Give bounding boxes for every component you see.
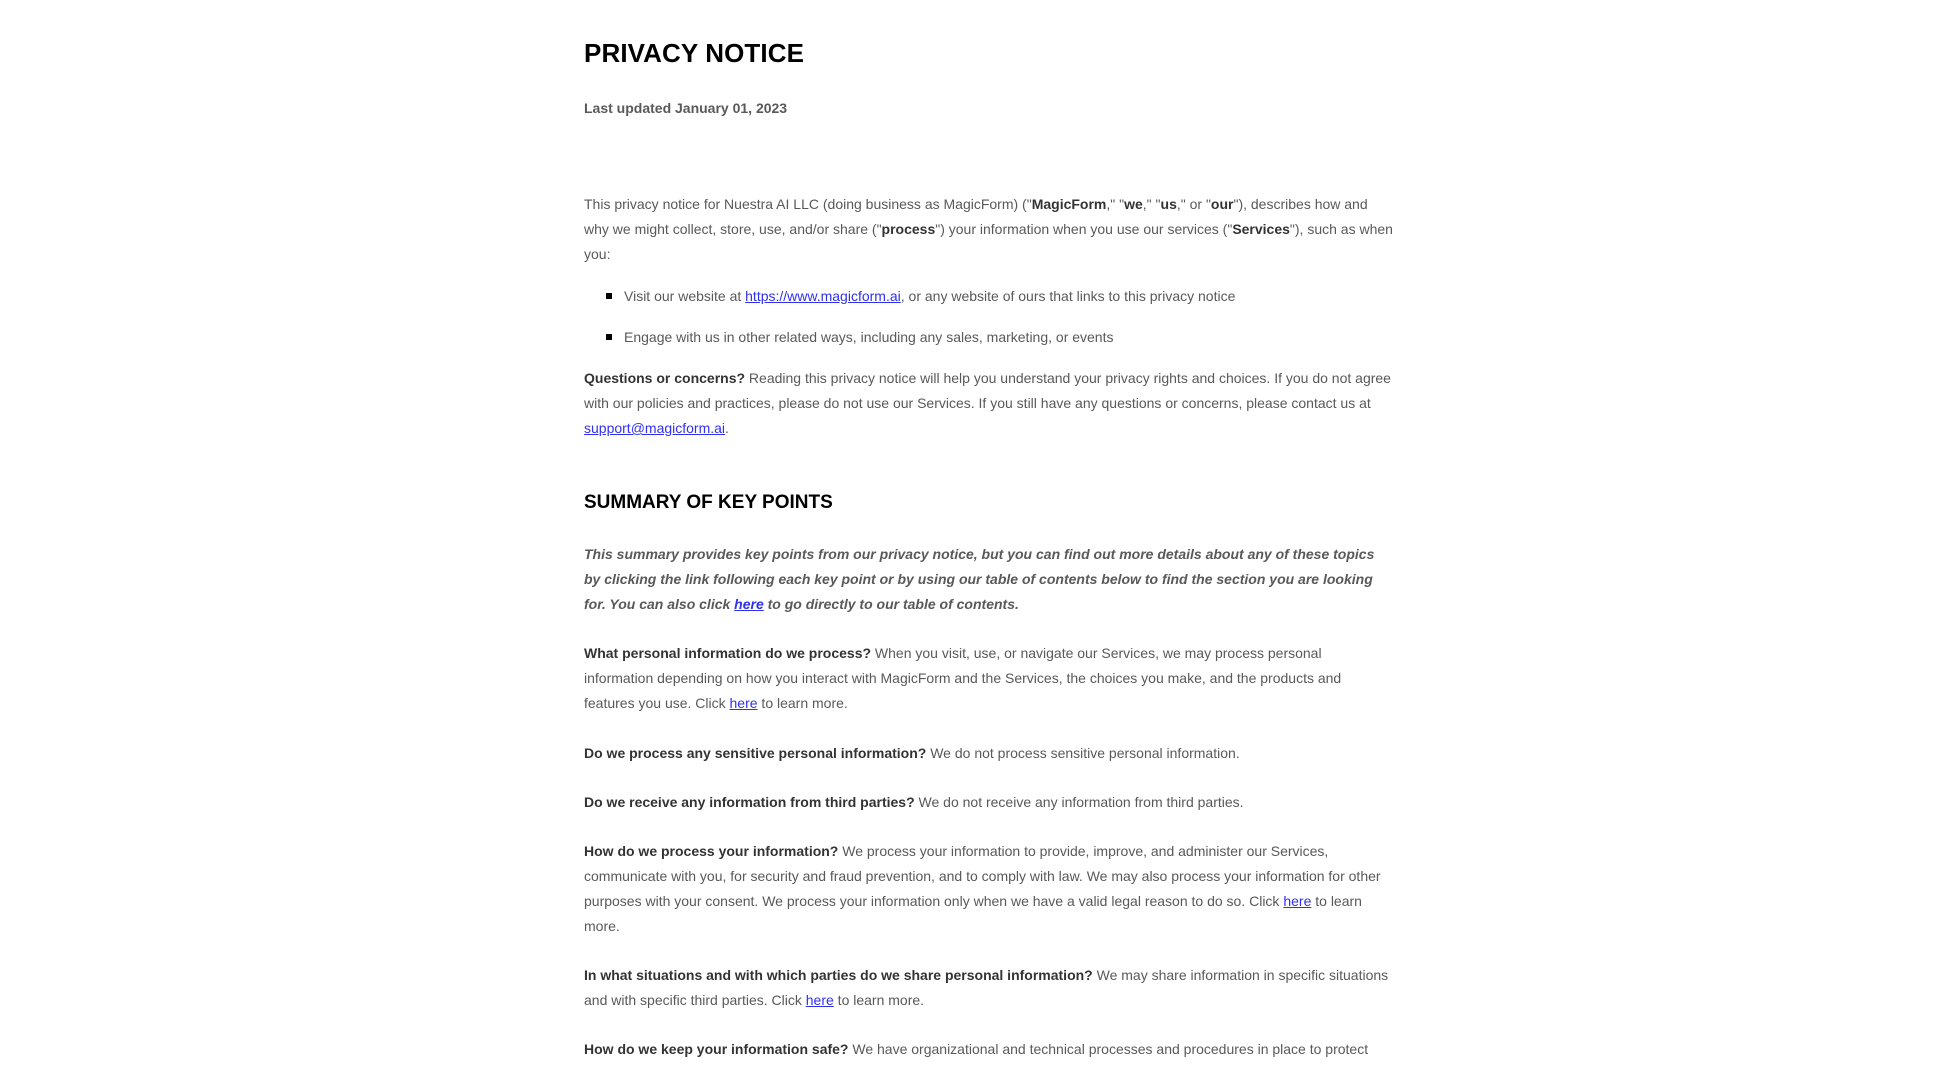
- key-point-personal: What personal information do we process? When you visit, use, or navigate our Services, we may process personal information depending on how you interact with MagicForm and the Services, the choices you make, and the products and features you use. Click here to learn more.: [584, 645, 1342, 711]
- intro-text: ," ": [1106, 196, 1125, 212]
- intro-term-magicform: MagicForm: [1031, 196, 1107, 212]
- key-point-third-parties: Do we receive any information from third parties? We do not receive any information from third parties.: [584, 794, 1244, 810]
- key-point-sensitive: Do we process any sensitive personal information? We do not process sensitive personal information.: [584, 745, 1240, 761]
- intro-term-services: Services: [1232, 221, 1290, 237]
- intro-text: This privacy notice for Nuestra AI LLC (doing business as MagicForm) (": [584, 196, 1032, 212]
- key-point-process: How do we process your information? We process your information to provide, improve, and administer our Services, communicate with you, for security and fraud prevention, and to comply with law. We may also process your information for other purposes with your consent. We process your information only when we have a valid legal reason to do so. Click here to learn more.: [584, 843, 1381, 934]
- intro-text: "), describes how and why we might collect, store, use, and/or share (": [584, 196, 1368, 237]
- intro-term-our: our: [1210, 196, 1234, 212]
- intro-term-we: we: [1124, 196, 1143, 212]
- intro-term-us: us: [1160, 196, 1177, 212]
- summary-paragraph: This summary provides key points from our privacy notice, but you can find out more details about any of these topics by clicking the link following each key point or by using our table of contents below to find the section you are looking for. You can also click here to go directly to our table of contents.: [584, 546, 1375, 612]
- intro-text: ," ": [1142, 196, 1161, 212]
- summary-heading: SUMMARY OF KEY POINTS: [584, 492, 833, 513]
- website-link[interactable]: https://www.magicform.ai: [745, 288, 901, 304]
- intro-term-process: process: [881, 221, 936, 237]
- last-updated: Last updated January 01, 2023: [584, 100, 788, 116]
- list-item: Engage with us in other related ways, including any sales, marketing, or events: [606, 325, 1114, 350]
- support-email-link[interactable]: support@magicform.ai: [584, 420, 726, 436]
- intro-text: "), such as when you:: [584, 221, 1393, 262]
- list-item: Visit our website at https://www.magicform.ai, or any website of ours that links to this privacy notice: [606, 284, 1235, 309]
- share-here-link[interactable]: here: [805, 992, 834, 1008]
- key-point-share: In what situations and with which parties do we share personal information? We may share information in specific situations and with specific third parties. Click here to learn more.: [584, 967, 1389, 1008]
- intro-text: ") your information when you use our services (": [935, 221, 1233, 237]
- key-point-safe: How do we keep your information safe? We have organizational and technical processes and procedures in place to protect: [584, 1041, 1369, 1057]
- toc-here-link[interactable]: here: [734, 596, 764, 612]
- intro-text: ," or ": [1176, 196, 1211, 212]
- questions-paragraph: Questions or concerns? Reading this privacy notice will help you understand your privacy rights and choices. If you do not agree with our policies and practices, please do not use our Services. If you still have any questions or concerns, please contact us at support@magicform.ai.: [584, 370, 1391, 436]
- personal-here-link[interactable]: here: [729, 695, 758, 711]
- intro-paragraph: [584, 192, 1394, 267]
- page-title: PRIVACY NOTICE: [584, 38, 805, 68]
- questions-label: Questions or concerns?: [584, 370, 746, 386]
- process-here-link[interactable]: here: [1283, 893, 1312, 909]
